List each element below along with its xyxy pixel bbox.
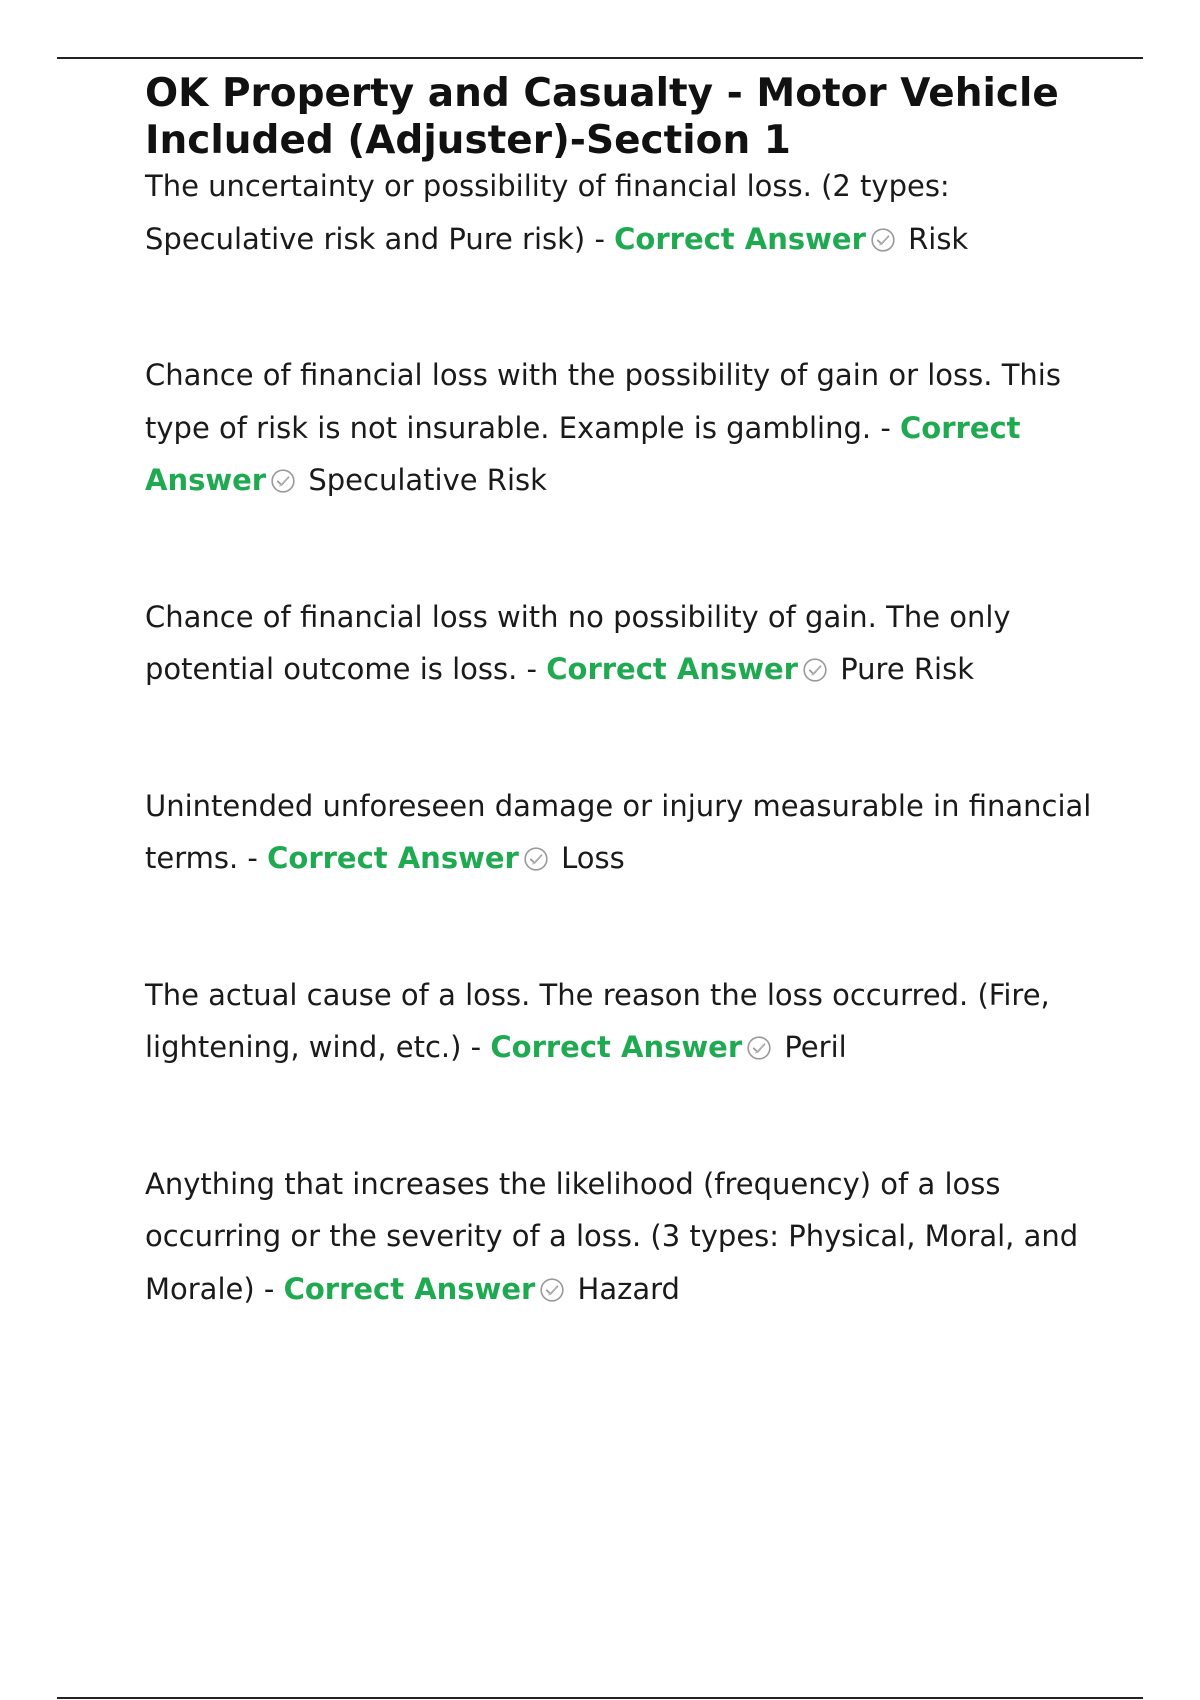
correct-answer-label: Correct Answer: [490, 1030, 743, 1064]
bottom-divider: [57, 1697, 1143, 1699]
correct-answer-label: Correct Answer: [267, 841, 519, 875]
question-text: The actual cause of a loss. The reason the loss occurred. (Fire, lightening, wind, etc.) -: [145, 977, 1050, 1064]
correct-answer-label: Correct Answer: [283, 1271, 536, 1306]
qa-item-5: [145, 969, 1105, 1074]
document-title: OK Property and Casualty - Motor Vehicle Included (Adjuster)-Section 1: [145, 71, 1059, 163]
check-circle-icon: [539, 1277, 565, 1303]
check-circle-icon: [270, 468, 296, 494]
document-body: [145, 70, 1105, 1315]
top-divider: [57, 57, 1143, 59]
qa-list: [145, 160, 1105, 1315]
check-circle-icon: [802, 657, 828, 683]
question-text: Chance of financial loss with the possibility of gain or loss. This type of risk is not insurable. Example is gambling. -: [145, 358, 1061, 445]
qa-item-1: [145, 160, 1105, 265]
qa-item-2: [145, 349, 1105, 507]
qa-item-3: [145, 591, 1105, 696]
answer-text: Risk: [908, 221, 969, 256]
correct-answer-label: Correct Answer: [546, 652, 798, 686]
check-circle-icon: [870, 227, 896, 253]
answer-text: Peril: [784, 1030, 847, 1064]
correct-answer-label: Correct Answer: [145, 410, 1021, 497]
qa-item-6: [145, 1158, 1105, 1316]
answer-text: Pure Risk: [840, 652, 975, 686]
question-text: Anything that increases the likelihood (frequency) of a loss occurring or the severity of a loss. (3 types: Physical, Moral, and Morale) -: [145, 1166, 1079, 1306]
qa-item-4: [145, 780, 1105, 885]
question-text: Chance of financial loss with no possibility of gain. The only potential outcome is loss. -: [145, 599, 1011, 686]
answer-text: Speculative Risk: [308, 463, 547, 497]
check-circle-icon: [746, 1035, 772, 1061]
question-text: Unintended unforeseen damage or injury measurable in financial terms. -: [145, 788, 1092, 875]
answer-text: Loss: [561, 841, 625, 875]
question-text: The uncertainty or possibility of financial loss. (2 types: Speculative risk and Pure risk) -: [145, 169, 950, 256]
answer-text: Hazard: [577, 1271, 680, 1306]
check-circle-icon: [523, 846, 549, 872]
correct-answer-label: Correct Answer: [614, 221, 866, 256]
